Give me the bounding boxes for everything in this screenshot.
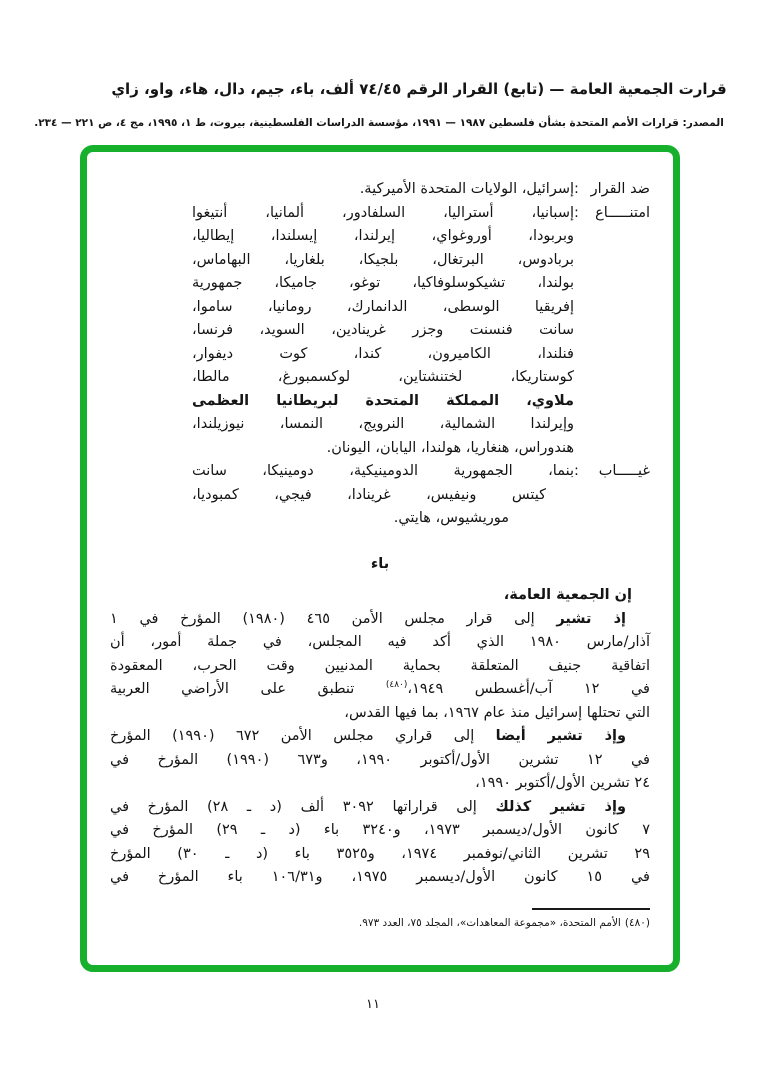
footnote-ref: (٤٨٠) [385, 680, 408, 691]
footnote-text: الأمم المتحدة، «مجموعة المعاهدات»، المجلد ٧٥، العدد ٩٧٣. [358, 916, 621, 929]
vote-row [110, 202, 650, 461]
vote-line: بربادوس، البرتغال، بلجيكا، بلغاريا، البهاماس، [192, 251, 574, 268]
emphasized-phrase: وإذ تشير أيضا [495, 728, 626, 744]
vote-records [110, 178, 650, 531]
footnote-area [110, 908, 650, 931]
resolution-line [110, 819, 650, 843]
vote-line: هندوراس، هنغاريا، هولندا، اليابان، اليونان. [326, 439, 574, 456]
resolution-line [110, 866, 650, 890]
vote-label-colon: : [574, 463, 579, 479]
opening-line: إن الجمعية العامة، [503, 587, 632, 603]
line-text: إلى قرار مجلس الأمن ٤٦٥ (١٩٨٠) المؤرخ في ١ [110, 610, 557, 627]
vote-line: فنلندا، الكاميرون، كندا، كوت ديفوار، [192, 345, 574, 362]
vote-line: سانت فنسنت وجزر غرينادين، السويد، فرنسا، [192, 322, 574, 338]
resolution-body [110, 608, 650, 890]
vote-label-text: ضد القرار [590, 181, 650, 197]
resolution-line [110, 631, 650, 655]
line-text: التي تحتلها إسرائيل منذ عام ١٩٦٧، بما فيها القدس، [344, 704, 650, 721]
emphasized-phrase: إذ تشير [556, 610, 626, 627]
resolution-line [110, 749, 650, 773]
line-text: آذار/مارس ١٩٨٠ الذي أكد فيه المجلس، في جملة أمور، أن [110, 634, 650, 650]
vote-lines [192, 178, 574, 202]
vote-line: موريشيوس، هايتي. [393, 510, 509, 526]
line-text: في ١٢ آب/أغسطس ١٩٤٩، [407, 681, 650, 697]
vote-label [574, 460, 650, 531]
line-text: في ١٢ تشرين الأول/أكتوبر ١٩٩٠، و٦٧٣ (١٩٩٠) المؤرخ في [110, 751, 650, 768]
resolution-line [110, 608, 650, 632]
line-text: ٧ كانون الأول/ديسمبر ١٩٧٣، و٣٢٤٠ باء (د ـ ٢٩) المؤرخ في [110, 822, 650, 838]
resolution-line [110, 796, 650, 820]
page-number: ١١ [366, 997, 380, 1012]
vote-row [110, 460, 650, 531]
line-text: تنطبق على الأراضي العربية [110, 681, 386, 697]
paragraph [110, 725, 650, 796]
vote-label-colon: : [574, 181, 579, 197]
highlight-frame [80, 145, 680, 972]
vote-line: إفريقيا الوسطى، الدانمارك، رومانيا، ساموا، [192, 298, 574, 315]
line-text: ٢٤ تشرين الأول/أكتوبر ١٩٩٠، [475, 775, 650, 791]
vote-row [110, 178, 650, 202]
vote-line: وإيرلندا الشمالية، النرويج، النمسا، نيوزيلندا، [192, 416, 574, 432]
line-text: ٢٩ تشرين الثاني/نوفمبر ١٩٧٤، و٣٥٢٥ باء (د ـ ٣٠) المؤرخ [110, 845, 650, 862]
vote-lines [192, 460, 574, 531]
vote-line: بولندا، تشيكوسلوفاكيا، توغو، جاميكا، جمهورية [192, 275, 574, 291]
section-heading: باء [370, 555, 390, 572]
vote-label-text: غيـــــاب [598, 463, 650, 479]
vote-line: إسرائيل، الولايات المتحدة الأميركية. [359, 181, 574, 197]
vote-label-colon: : [574, 204, 579, 221]
resolution-line [110, 655, 650, 679]
vote-lines [192, 202, 574, 461]
line-text: في ١٥ كانون الأول/ديسمبر ١٩٧٥، و١٠٦/٣١ باء المؤرخ في [110, 869, 650, 885]
resolution-line [110, 678, 650, 702]
line-text: إلى قراري مجلس الأمن ٦٧٢ (١٩٩٠) المؤرخ [110, 728, 496, 744]
emphasized-phrase: وإذ تشير كذلك [495, 798, 626, 815]
paragraph [110, 608, 650, 726]
vote-line: وبربودا، أوروغواي، إيرلندا، إيسلندا، إيطاليا، [192, 228, 574, 244]
vote-line: بنما، الجمهورية الدومينيكية، دومينيكا، سانت [192, 463, 574, 479]
line-text: إلى قراراتها ٣٠٩٢ ألف (د ـ ٢٨) المؤرخ في [110, 798, 496, 815]
vote-label [574, 202, 650, 461]
footnote-separator-rule [532, 908, 650, 910]
source-line: المصدر: قرارات الأمم المتحدة بشأن فلسطين ١٩٨٧ — ١٩٩١، مؤسسة الدراسات الفلسطينية، بيروت، ط ١، ١٩٩٥، مج ٤، ص ٢٢١ — ٢٣٤. [34, 117, 724, 129]
resolution-line [110, 702, 650, 726]
vote-label [574, 178, 650, 202]
line-text: اتفاقية جنيف المتعلقة بحماية المدنيين وقت الحرب، المعقودة [110, 657, 650, 674]
vote-line: كيتس ونيفيس، غرينادا، فيجي، كمبوديا، [192, 486, 546, 503]
resolution-line [110, 843, 650, 867]
page-title: قرارت الجمعية العامة — (تابع) القرار الرقم ٧٤/٤٥ ألف، باء، جيم، دال، هاء، واو، زاي [111, 80, 727, 98]
vote-line: ملاوي، المملكة المتحدة لبريطانيا العظمى [192, 392, 574, 409]
resolution-line [110, 772, 650, 796]
vote-label-text: امتنـــــاع [595, 204, 650, 221]
vote-line: كوستاريكا، لختنشتاين، لوكسمبورغ، مالطا، [192, 369, 574, 385]
vote-line: إسبانيا، أستراليا، السلفادور، ألمانيا، أنتيغوا [192, 204, 574, 221]
footnote [110, 915, 650, 931]
paragraph [110, 796, 650, 890]
resolution-line [110, 725, 650, 749]
footnote-marker: (٤٨٠) [624, 916, 650, 929]
